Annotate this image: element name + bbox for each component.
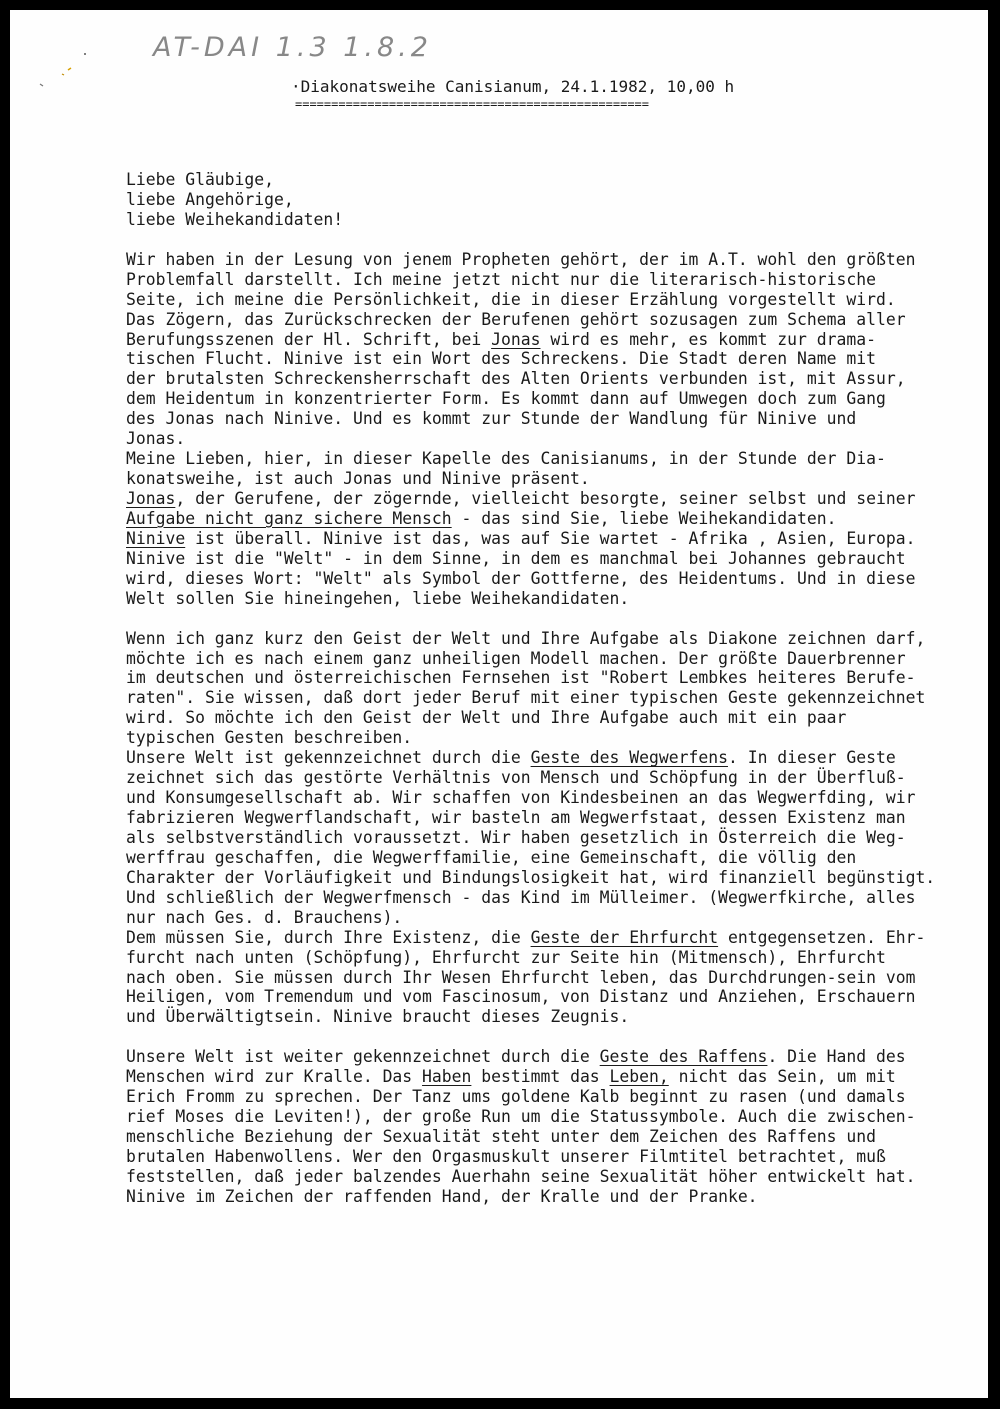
text-line: Heiligen, vom Tremendum und vom Fascinosum, von Distanz und Anziehen, Erschauern <box>126 987 916 1007</box>
text-line: nach oben. Sie müssen durch Ihr Wesen Ehrfurcht leben, das Durchdrungen-sein vom <box>126 967 916 987</box>
text-line: rief Moses die Leviten!), der große Run um die Statussymbole. Auch die zwischen- <box>126 1107 916 1127</box>
text-line: nur nach Ges. d. Brauchens). <box>126 907 403 927</box>
paragraph-gestures-wegwerfen-ehrfurcht <box>126 629 946 1028</box>
title-double-underline: ================================================= <box>295 97 650 111</box>
text-line: brutalen Habenwollens. Wer den Orgasmuskult unserer Filmtitel betrachtet, muß <box>126 1146 886 1166</box>
text-line: menschliche Beziehung der Sexualität steht unter dem Zeichen des Raffens und <box>126 1127 876 1146</box>
text-line: Berufungsszenen der Hl. Schrift, bei Jonas wird es mehr, es kommt zur drama- <box>126 329 876 349</box>
text-line: konatsweihe, ist auch Jonas und Ninive präsent. <box>126 469 590 489</box>
text-line: und Konsumgesellschaft ab. Wir schaffen von Kindesbeinen an das Wegwerfding, wir <box>126 788 916 808</box>
document-title: ·Diakonatsweihe Canisianum, 24.1.1982, 10,00 h <box>291 77 735 96</box>
text-line: Menschen wird zur Kralle. Das Haben bestimmt das Leben, nicht das Sein, um mit <box>126 1067 896 1087</box>
text-line: Unsere Welt ist weiter gekennzeichnet durch die Geste des Raffens. Die Hand des <box>126 1047 906 1067</box>
salutation-line: Liebe Gläubige, <box>126 170 275 189</box>
document-body <box>126 170 946 1207</box>
salutation-line: liebe Weihekandidaten! <box>126 209 344 229</box>
text-line: Jonas. <box>126 429 186 449</box>
text-line: Dem müssen Sie, durch Ihre Existenz, die Geste der Ehrfurcht entgegensetzen. Ehr- <box>126 927 926 947</box>
text-line: wird. So möchte ich den Geist der Welt und Ihre Aufgabe auch mit ein paar <box>126 708 847 728</box>
text-line: Charakter der Vorläufigkeit und Bindungslosigkeit hat, wird finanziell begünstigt. <box>126 867 936 887</box>
archive-signature-handwritten: AT-DAI 1.3 1.8.2 <box>153 32 432 63</box>
text-line: tischen Flucht. Ninive ist ein Wort des Schreckens. Die Stadt deren Name mit <box>126 349 876 369</box>
text-line: typischen Gesten beschreiben. <box>126 728 413 748</box>
text-line: der brutalsten Schreckensherrschaft des Alten Orients verbunden ist, mit Assur, <box>126 369 906 389</box>
text-line: Seite, ich meine die Persönlichkeit, die in dieser Erzählung vorgestellt wird. <box>126 289 896 309</box>
text-line: und Überwältigtsein. Ninive braucht dieses Zeugnis. <box>126 1007 630 1027</box>
text-line: Wir haben in der Lesung von jenem Propheten gehört, der im A.T. wohl den größten <box>126 249 916 269</box>
text-line: Unsere Welt ist gekennzeichnet durch die Geste des Wegwerfens. In dieser Geste <box>126 748 896 768</box>
text-line: Das Zögern, das Zurückschrecken der Berufenen gehört sozusagen zum Schema aller <box>126 309 906 329</box>
text-line: Problemfall darstellt. Ich meine jetzt nicht nur die literarisch-historische <box>126 269 876 289</box>
text-line: feststellen, daß jeder balzendes Auerhahn seine Sexualität höher entwickelt hat. <box>126 1166 916 1186</box>
text-line: möchte ich es nach einem ganz unheiligen Modell machen. Der größte Dauerbrenner <box>126 648 906 668</box>
text-line: als selbstverständlich voraussetzt. Wir haben gesetzlich in Österreich die Weg- <box>126 827 906 847</box>
text-line: Ninive ist überall. Ninive ist das, was auf Sie wartet - Afrika , Asien, Europa. <box>126 528 916 548</box>
text-line: Wenn ich ganz kurz den Geist der Welt und Ihre Aufgabe als Diakone zeichnen darf, <box>126 628 926 648</box>
text-line: Aufgabe nicht ganz sichere Mensch - das sind Sie, liebe Weihekandidaten. <box>126 508 837 528</box>
text-line: des Jonas nach Ninive. Und es kommt zur Stunde der Wandlung für Ninive und <box>126 409 857 429</box>
text-line: zeichnet sich das gestörte Verhältnis von Mensch und Schöpfung in der Überfluß- <box>126 768 906 788</box>
text-line: dem Heidentum in konzentrierter Form. Es kommt dann auf Umwegen doch zum Gang <box>126 389 886 409</box>
text-line: fabrizieren Wegwerflandschaft, wir basteln am Wegwerfstaat, dessen Existenz man <box>126 808 906 827</box>
text-line: Erich Fromm zu sprechen. Der Tanz ums goldene Kalb beginnt zu rasen (und damals <box>126 1087 906 1107</box>
text-line: Welt sollen Sie hineingehen, liebe Weihekandidaten. <box>126 588 630 608</box>
text-line: furcht nach unten (Schöpfung), Ehrfurcht zur Seite hin (Mitmensch), Ehrfurcht <box>126 947 886 967</box>
text-line: raten". Sie wissen, daß dort jeder Beruf mit einer typischen Geste gekennzeichnet <box>126 688 926 708</box>
document-page <box>10 10 988 1398</box>
text-line: wird, dieses Wort: "Welt" als Symbol der Gottferne, des Heidentums. Und in diese <box>126 568 916 588</box>
text-line: Jonas, der Gerufene, der zögernde, vielleicht besorgte, seiner selbst und seiner <box>126 489 916 508</box>
paragraph-geste-raffens <box>126 1047 946 1207</box>
paragraph-jonas-ninive <box>126 250 946 609</box>
salutation <box>126 170 946 230</box>
text-line: Ninive ist die "Welt" - in dem Sinne, in dem es manchmal bei Johannes gebraucht <box>126 548 906 568</box>
text-line: werffrau geschaffen, die Wegwerffamilie, eine Gemeinschaft, die völlig den <box>126 847 857 867</box>
pencil-marks <box>38 50 88 100</box>
salutation-line: liebe Angehörige, <box>126 189 294 209</box>
text-line: Und schließlich der Wegwerfmensch - das Kind im Mülleimer. (Wegwerfkirche, alles <box>126 887 916 907</box>
text-line: im deutschen und österreichischen Fernsehen ist "Robert Lembkes heiteres Berufe- <box>126 668 916 688</box>
text-line: Meine Lieben, hier, in dieser Kapelle des Canisianums, in der Stunde der Dia- <box>126 449 886 469</box>
text-line: Ninive im Zeichen der raffenden Hand, der Kralle und der Pranke. <box>126 1186 758 1206</box>
